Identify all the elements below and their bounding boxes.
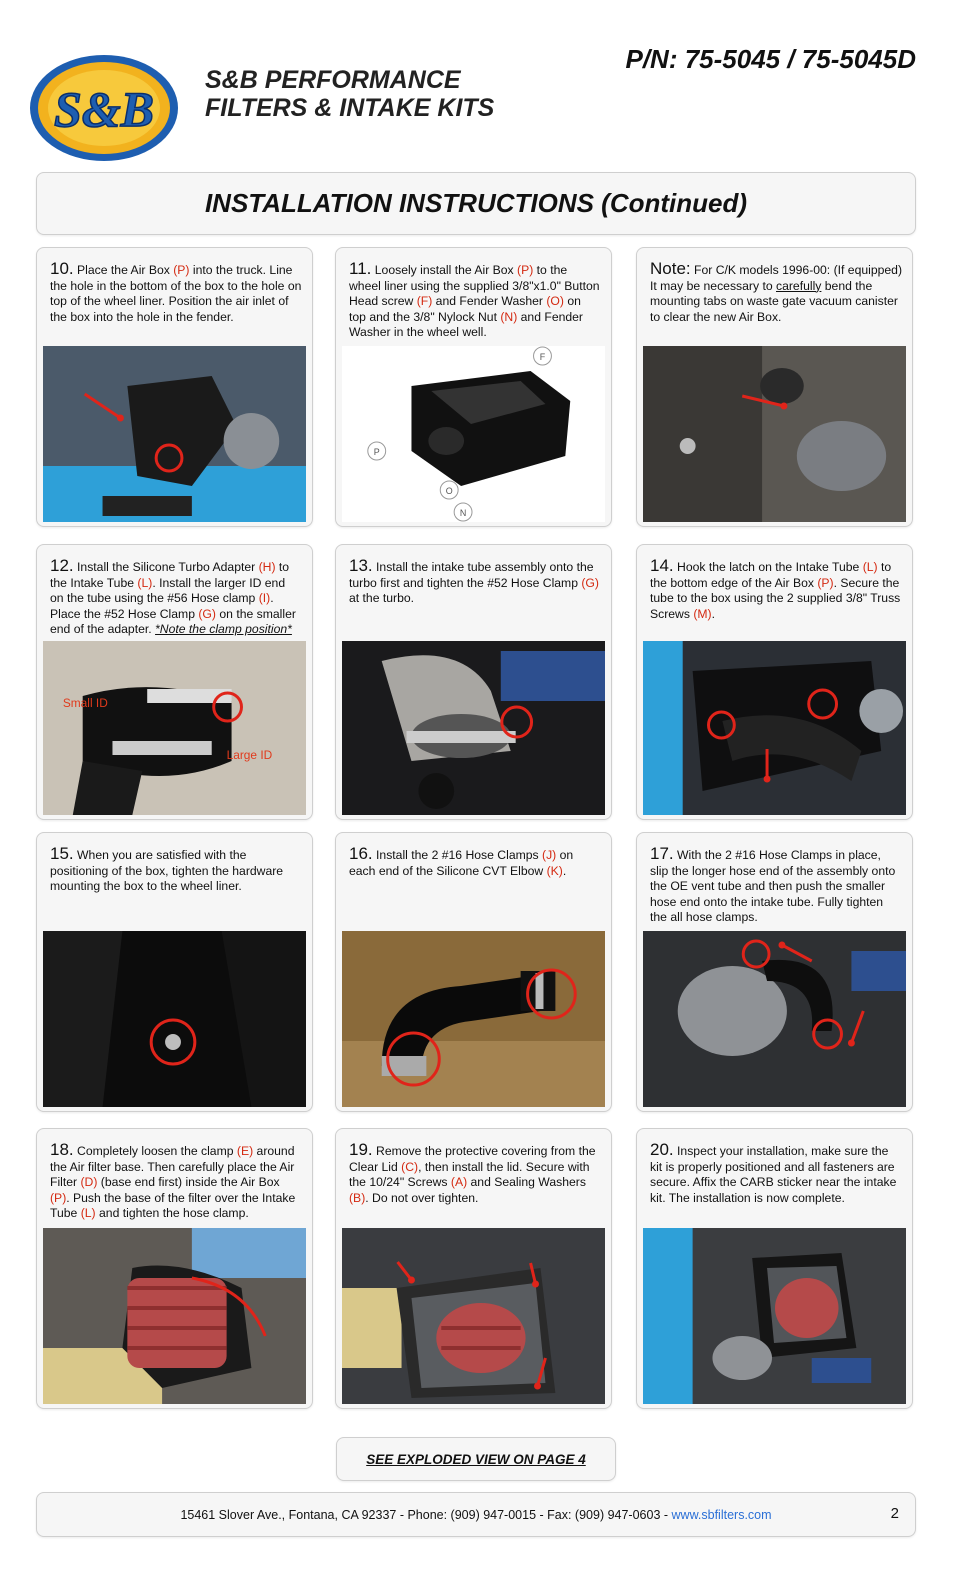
part-reference: (P): [817, 575, 834, 590]
part-reference: (O): [546, 294, 564, 309]
logo-text: S&B: [53, 81, 155, 137]
step-text-run: Completely loosen the clamp: [77, 1144, 237, 1158]
step-text-run: .: [562, 863, 567, 878]
diagram-label-n: N: [459, 507, 467, 519]
step-instructions: [349, 558, 601, 607]
step-photo: [342, 931, 605, 1107]
step-instructions: [50, 261, 302, 325]
step-text-run: into the truck. Line the hole in the bottom of the box to the hole on top of the wheel liner. Position the air inlet of the box into the hole in the fender.: [50, 263, 302, 324]
diagram-label-f: F: [539, 351, 546, 363]
step-text-run: . Do not over tighten.: [365, 1190, 479, 1205]
part-reference: (B): [349, 1190, 366, 1205]
step-text-run: With the 2 #16 Hose Clamps in place, slip the longer hose end of the assembly onto the OE vent tube and then push the smaller hose end onto the intake tube. Fully tighten the all hose clamps.: [650, 848, 896, 925]
step-photo: [43, 1228, 306, 1404]
step-photo: [342, 1228, 605, 1404]
part-reference: (P): [517, 263, 534, 277]
part-reference: (D): [80, 1175, 98, 1190]
step-text-run: Loosely install the Air Box: [374, 263, 518, 277]
part-reference: (C): [401, 1159, 419, 1174]
step-instructions: [650, 1142, 902, 1206]
step-text-run: on each end of the Silicone CVT Elbow: [349, 848, 574, 878]
part-reference: (L): [80, 1206, 96, 1221]
part-reference: (A): [450, 1175, 468, 1190]
step-text-run: . Secure the tube to the box using the 2 supplied 3/8" Truss Screws: [650, 575, 901, 621]
see-exploded-link[interactable]: SEE EXPLODED VIEW ON PAGE 4: [366, 1452, 586, 1467]
part-reference: (E): [236, 1144, 254, 1158]
part-reference: (P): [50, 1190, 67, 1205]
step-card: [636, 1128, 913, 1409]
step-number: 20.: [650, 1140, 674, 1159]
step-photo: [342, 641, 605, 815]
step-instructions: [50, 1142, 302, 1222]
part-reference: (L): [137, 575, 153, 590]
part-reference: (H): [258, 560, 276, 574]
step-number: 14.: [650, 556, 674, 575]
footer-address: 15461 Slover Ave., Fontana, CA 92337 - Phone: (909) 947-0015 - Fax: (909) 947-0603 -: [180, 1508, 672, 1522]
page-number: 2: [890, 1505, 899, 1522]
title-panel: [36, 172, 916, 235]
step-text-run: carefully: [776, 278, 822, 293]
airbox-diagram: [342, 346, 605, 522]
step-number: Note:: [650, 259, 691, 278]
step-text-run: . Push the base of the filter over the Intake Tube: [50, 1190, 296, 1221]
step-text-run: bend the mounting tabs on waste gate vacuum canister to clear the new Air Box.: [650, 278, 898, 324]
step-text-run: and Sealing Washers: [467, 1175, 586, 1190]
part-reference: (F): [416, 294, 433, 309]
footer-contact: [37, 1508, 915, 1522]
website-link[interactable]: www.sbfilters.com: [671, 1508, 772, 1522]
step-card: [36, 1128, 313, 1409]
sb-logo: [28, 52, 180, 164]
step-text-run: . Install the larger ID end on the tube using the #56 Hose clamp: [50, 575, 286, 606]
large-id-label: Large ID: [226, 747, 273, 763]
step-instructions: [349, 261, 601, 341]
step-text-run: Remove the protective covering from the Clear Lid: [349, 1144, 596, 1174]
step-photo: [643, 346, 906, 522]
part-reference: (J): [542, 848, 557, 862]
step-number: 18.: [50, 1140, 74, 1159]
step-text-run: (base end first) inside the Air Box: [97, 1175, 280, 1190]
step-photo: [43, 931, 306, 1107]
step-text-run: . Place the #52 Hose Clamp: [50, 591, 274, 621]
brand-line1: S&B PERFORMANCE: [205, 66, 461, 94]
step-card: [335, 1128, 612, 1409]
step-photo: [43, 346, 306, 522]
step-instructions: [650, 261, 902, 325]
step-text-run: to the wheel liner using the supplied 3/8"x1.0" Button Head screw: [349, 263, 600, 309]
step-number: 12.: [50, 556, 74, 575]
step-card: [36, 247, 313, 527]
step-text-run: Place the Air Box: [77, 263, 174, 277]
step-number: 17.: [650, 844, 674, 863]
step-instructions: [650, 558, 902, 622]
step-text-run: Install the Silicone Turbo Adapter: [77, 560, 259, 574]
step-number: 16.: [349, 844, 373, 863]
step-text-run: on top and the 3/8" Nylock Nut: [349, 294, 581, 324]
step-text-run: and Fender Washer in the wheel well.: [349, 309, 583, 340]
step-instructions: [50, 846, 302, 895]
step-number: 19.: [349, 1140, 373, 1159]
step-photo: [643, 1228, 906, 1404]
see-exploded-panel: [336, 1437, 616, 1481]
part-reference: (G): [198, 606, 216, 621]
step-photo: [43, 641, 306, 815]
diagram-label-p: P: [373, 446, 380, 458]
step-card: [636, 832, 913, 1112]
step-instructions: [349, 1142, 601, 1206]
step-text-run: around the Air filter base. Then carefully place the Air Filter: [50, 1144, 295, 1190]
step-number: 10.: [50, 259, 74, 278]
step-card: [36, 832, 313, 1112]
diagram-label-o: O: [445, 485, 453, 497]
step-text-run: *Note the clamp position*: [155, 622, 292, 637]
step-card: [335, 247, 612, 527]
step-card: [335, 544, 612, 820]
step-instructions: [650, 846, 902, 926]
step-text-run: , then install the lid. Secure with the 10/24" Screws: [349, 1159, 590, 1190]
step-text-run: Install the 2 #16 Hose Clamps: [376, 848, 543, 862]
step-card: [335, 832, 612, 1112]
step-text-run: .: [711, 606, 716, 621]
part-reference: (N): [500, 309, 518, 324]
small-id-label: Small ID: [62, 695, 108, 711]
step-text-run: When you are satisfied with the positioning of the box, tighten the hardware mounting the box to the wheel liner.: [50, 848, 284, 894]
step-photo: [643, 931, 906, 1107]
part-reference: (K): [546, 863, 563, 878]
part-reference: (G): [581, 575, 599, 590]
part-reference: (L): [862, 560, 878, 574]
step-number: 15.: [50, 844, 74, 863]
part-reference: (I): [258, 591, 271, 606]
step-instructions: [50, 558, 302, 638]
step-text-run: and Fender Washer: [432, 294, 547, 309]
part-reference: (P): [173, 263, 190, 277]
step-card: [636, 544, 913, 820]
step-text-run: at the turbo.: [349, 591, 415, 606]
step-text-run: on the smaller end of the adapter.: [50, 606, 296, 637]
step-instructions: [349, 846, 601, 879]
step-number: 11.: [349, 259, 372, 278]
step-text-run: to the Intake Tube: [50, 560, 290, 590]
part-reference: (M): [693, 606, 712, 621]
step-text-run: Install the intake tube assembly onto the turbo first and tighten the #52 Hose Clamp: [349, 560, 594, 590]
step-card: [636, 247, 913, 527]
brand-name: [205, 66, 494, 122]
step-text-run: and tighten the hose clamp.: [95, 1206, 249, 1221]
step-number: 13.: [349, 556, 373, 575]
brand-line2: FILTERS & INTAKE KITS: [205, 94, 495, 122]
step-text-run: For C/K models 1996-00: (If equipped) It may be necessary to: [650, 263, 903, 293]
footer: [36, 1492, 916, 1537]
step-text-run: Hook the latch on the Intake Tube: [677, 560, 863, 574]
step-text-run: to the bottom edge of the Air Box: [650, 560, 892, 590]
step-card: [36, 544, 313, 820]
step-text-run: Inspect your installation, make sure the kit is properly positioned and all fasteners are secure. Affix the CARB sticker near the intake kit. The installation is now complete.: [650, 1144, 897, 1205]
step-photo: [643, 641, 906, 815]
part-number: P/N: 75-5045 / 75-5045D: [625, 44, 916, 74]
page-title: INSTALLATION INSTRUCTIONS (Continued): [204, 188, 748, 218]
